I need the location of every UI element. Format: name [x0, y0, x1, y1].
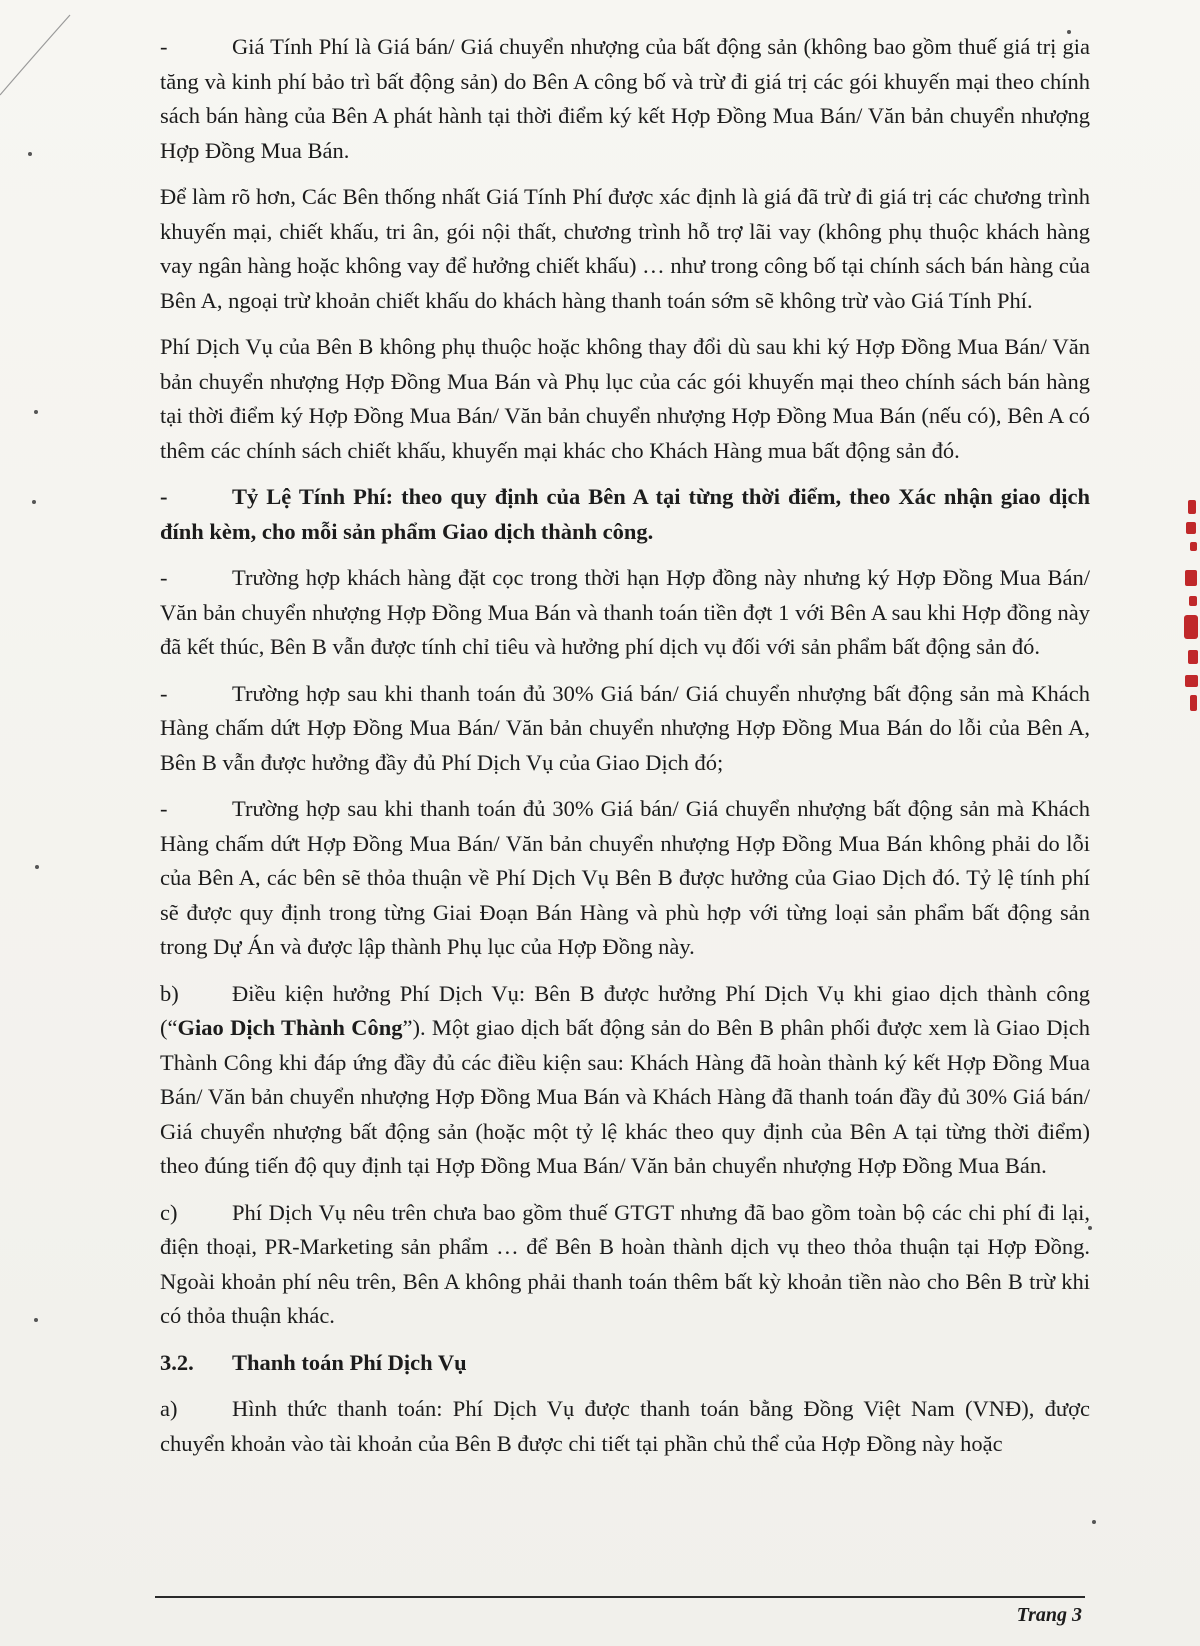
clause-text: Phí Dịch Vụ nêu trên chưa bao gồm thuế GTGT nhưng đã bao gồm toàn bộ các chi phí đi lại, điện thoại, PR-Marketing sản phẩm … để Bên B hoàn thành dịch vụ theo thỏa thuận tại Hợp Đồng. Ngoài khoản phí nêu trên, Bên A không phải thanh toán thêm bất kỳ khoản tiền nào cho Bên B trừ khi có thỏa thuận khác.	[160, 1199, 1090, 1328]
section-title: Thanh toán Phí Dịch Vụ	[232, 1349, 467, 1375]
page-number: Trang 3	[1016, 1604, 1082, 1626]
clause-label: c)	[160, 1199, 178, 1225]
paragraph-text: Tỷ Lệ Tính Phí: theo quy định của Bên A tại từng thời điểm, theo Xác nhận giao dịch đính kèm, cho mỗi sản phẩm Giao dịch thành công.	[160, 484, 1090, 544]
paragraph-text: Giá Tính Phí là Giá bán/ Giá chuyển nhượng của bất động sản (không bao gồm thuế giá trị gia tăng và kinh phí bảo trì bất động sản) do Bên A công bố và trừ đi giá trị các gói khuyến mại theo chính sách bán hàng của Bên A phát hành tại thời điểm ký kết Hợp Đồng Mua Bán/ Văn bản chuyển nhượng Hợp Đồng Mua Bán.	[160, 34, 1090, 163]
paragraph-text: Trường hợp sau khi thanh toán đủ 30% Giá bán/ Giá chuyển nhượng bất động sản mà Khách Hàng chấm dứt Hợp Đồng Mua Bán/ Văn bản chuyển nhượng Hợp Đồng Mua Bán do lỗi của Bên A, Bên B vẫn được hưởng đầy đủ Phí Dịch Vụ của Giao Dịch đó;	[160, 680, 1090, 775]
clause-b	[160, 977, 1090, 1184]
clause-text-continued: ”). Một giao dịch bất động sản do Bên B phân phối được xem là Giao Dịch Thành Công khi đáp ứng đầy đủ các điều kiện sau: Khách Hàng đã hoàn thành ký kết Hợp Đồng Mua Bán/ Văn bản chuyển nhượng Hợp Đồng Mua Bán và Khách Hàng đã thanh toán đầy đủ 30% Giá bán/ Giá chuyển nhượng bất động sản (hoặc một tỷ lệ khác theo quy định của Bên A tại từng thời điểm) theo đúng tiến độ quy định tại Hợp Đồng Mua Bán/ Văn bản chuyển nhượng Hợp Đồng Mua Bán.	[160, 1015, 1091, 1178]
bullet-ty-le-tinh-phi	[160, 480, 1090, 549]
paragraph-text: Trường hợp khách hàng đặt cọc trong thời hạn Hợp đồng này nhưng ký Hợp Đồng Mua Bán/ Văn bản chuyển nhượng Hợp Đồng Mua Bán và thanh toán tiền đợt 1 với Bên A sau khi Hợp đồng này đã kết thúc, Bên B vẫn được tính chỉ tiêu và hưởng phí dịch vụ đối với sản phẩm bất động sản đó.	[160, 565, 1090, 659]
scan-speck	[1067, 30, 1071, 34]
clause-c	[160, 1196, 1090, 1334]
paragraph-clarification: Để làm rõ hơn, Các Bên thống nhất Giá Tính Phí được xác định là giá đã trừ đi giá trị các chương trình khuyến mại, chiết khấu, tri ân, gói nội thất, chương trình hỗ trợ lãi vay (không phụ thuộc khách hàng vay ngân hàng hoặc không vay để hưởng chiết khấu) … như trong công bố tại chính sách bán hàng của Bên A, ngoại trừ khoản chiết khấu do khách hàng thanh toán sớm sẽ không trừ vào Giá Tính Phí.	[160, 184, 1090, 313]
scan-speck	[28, 152, 32, 156]
clause-text: Điều kiện hưởng Phí Dịch Vụ: Bên B được hưởng Phí Dịch Vụ khi giao dịch thành công (“	[160, 980, 1090, 1040]
scan-speck	[35, 865, 39, 869]
section-number: 3.2.	[160, 1349, 194, 1375]
bullet-dash: -	[160, 34, 168, 59]
bullet-termination-no-fault-a	[160, 792, 1090, 965]
clause-label: a)	[160, 1396, 178, 1421]
bullet-dash: -	[160, 565, 168, 590]
clause-a	[160, 1392, 1090, 1461]
bullet-dash: -	[160, 796, 168, 821]
paragraph-service-fee: Phí Dịch Vụ của Bên B không phụ thuộc hoặc không thay đổi dù sau khi ký Hợp Đồng Mua Bán/ Văn bản chuyển nhượng Hợp Đồng Mua Bán và Phụ lục của các gói khuyến mại theo chính sách bán hàng tại thời điểm ký Hợp Đồng Mua Bán/ Văn bản chuyển nhượng Hợp Đồng Mua Bán (nếu có), Bên A có thêm các chính sách chiết khấu, khuyến mại khác cho Khách Hàng mua bất động sản đó.	[160, 334, 1090, 463]
scan-speck	[32, 500, 36, 504]
scan-speck	[1092, 1520, 1096, 1524]
red-stamp-edge	[1182, 500, 1200, 740]
footer-divider	[155, 1596, 1085, 1598]
scan-speck	[34, 1318, 38, 1322]
corner-fold-mark	[0, 0, 80, 110]
bullet-gia-tinh-phi	[160, 30, 1090, 168]
bullet-dash: -	[160, 680, 168, 706]
clause-text: Hình thức thanh toán: Phí Dịch Vụ được thanh toán bằng Đồng Việt Nam (VNĐ), được chuyển khoản vào tài khoản của Bên B được chi tiết tại phần chủ thể của Hợp Đồng này hoặc	[160, 1396, 1090, 1456]
paragraph-text: Trường hợp sau khi thanh toán đủ 30% Giá bán/ Giá chuyển nhượng bất động sản mà Khách Hàng chấm dứt Hợp Đồng Mua Bán/ Văn bản chuyển nhượng Hợp Đồng Mua Bán không phải do lỗi của Bên A, các bên sẽ thỏa thuận về Phí Dịch Vụ Bên B được hưởng của Giao Dịch đó. Tỷ lệ tính phí sẽ được quy định trong từng Giai Đoạn Bán Hàng và phù hợp với từng loại sản phẩm bất động sản trong Dự Án và được lập thành Phụ lục của Hợp Đồng này.	[160, 796, 1090, 959]
section-heading	[160, 1346, 1090, 1381]
scan-speck	[1088, 1226, 1092, 1230]
clause-label: b)	[160, 980, 179, 1006]
document-body	[160, 30, 1090, 1473]
bullet-termination-fault-a	[160, 677, 1090, 781]
scan-speck	[34, 410, 38, 414]
defined-term: Giao Dịch Thành Công	[177, 1015, 403, 1040]
bullet-dash: -	[160, 484, 168, 509]
bullet-deposit-case	[160, 561, 1090, 665]
